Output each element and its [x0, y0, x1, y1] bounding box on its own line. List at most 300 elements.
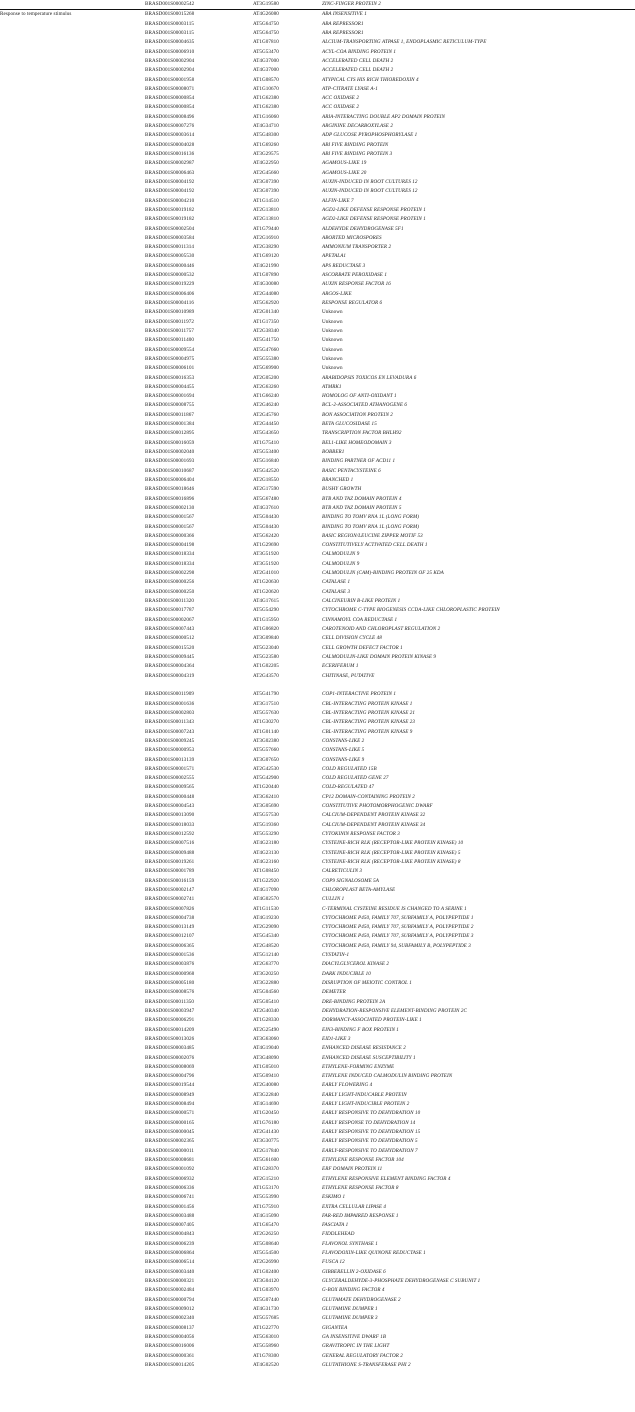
cell-brassica-gene-id: BRASD001S00008137 [145, 1324, 195, 1331]
table-row [0, 895, 635, 904]
cell-gene-description: ACCELERATED CELL DEATH 2 [322, 57, 394, 64]
table-row [0, 1026, 635, 1035]
cell-category [0, 1342, 145, 1351]
cell-category [0, 932, 145, 941]
cell-brassica-gene-id: BRASD001S00018646 [145, 486, 195, 493]
table-row [0, 905, 635, 914]
cell-arabidopsis-gene-id: AT2G63770 [253, 961, 279, 968]
cell-arabidopsis-gene-id: AT3G19580 [253, 0, 322, 10]
cell-arabidopsis-gene-id: AT4G17090 [253, 886, 279, 893]
cell-category [0, 178, 145, 187]
table-row [0, 448, 635, 457]
cell-gene-description: AGAMOUS-LIKE 19 [322, 160, 367, 167]
table-row [0, 1044, 635, 1053]
cell-gene-description: CONSTITUTIVELY ACTIVATED CELL DEATH 1 [322, 542, 428, 549]
cell-gene-description: AGD2-LIKE DEFENSE RESPONSE PROTEIN 1 [322, 206, 426, 213]
table-row [0, 1091, 635, 1100]
cell-gene-description: ENHANCED DISEASE SUSCEPTIBILITY 1 [322, 1054, 416, 1061]
cell-gene-description: Unknown [322, 355, 343, 362]
cell-category [0, 709, 145, 718]
table-row [0, 1221, 635, 1230]
cell-gene-description: DISRUPTION OF MEIOTIC CONTROL 1 [322, 980, 412, 986]
table-row [0, 588, 635, 597]
cell-arabidopsis-gene-id: AT3G30775 [253, 1138, 279, 1145]
table-row [0, 1249, 635, 1258]
cell-brassica-gene-id: BRASD001S00002040 [145, 449, 195, 455]
table-row [0, 728, 635, 737]
table-row [0, 262, 635, 271]
cell-category [0, 1156, 145, 1165]
table-row [0, 634, 635, 643]
table-row [0, 811, 635, 820]
cell-gene-description: CALCIUM-DEPENDENT PROTEIN KINASE 34 [322, 821, 426, 828]
cell-gene-description: CP12 DOMAIN-CONTAINING PROTEIN 2 [322, 793, 415, 800]
table-row [0, 858, 635, 867]
cell-brassica-gene-id: BRASD001S00016159 [145, 877, 195, 884]
cell-category [0, 1249, 145, 1258]
cell-brassica-gene-id: BRASD001S00010989 [145, 309, 195, 316]
cell-category [0, 951, 145, 960]
cell-arabidopsis-gene-id: AT3G07390 [253, 178, 279, 185]
cell-arabidopsis-gene-id: AT2G05200 [253, 374, 279, 381]
cell-brassica-gene-id: BRASD001S00004455 [145, 383, 195, 390]
cell-gene-description: CBL-INTERACTING PROTEIN KINASE 9 [322, 728, 413, 735]
cell-brassica-gene-id: BRASD001S00004843 [145, 1231, 195, 1238]
cell-gene-description: CBL-INTERACTING PROTEIN KINASE 21 [322, 709, 416, 716]
cell-gene-description: CYSTATIN-1 [322, 952, 350, 959]
table-row [0, 756, 635, 765]
cell-gene-description: ALFIN-LIKE 7 [322, 197, 354, 204]
cell-arabidopsis-gene-id: AT2G13810 [253, 206, 279, 213]
cell-arabidopsis-gene-id: AT1G05010 [253, 1063, 279, 1070]
table-row [0, 85, 635, 94]
cell-category [0, 364, 145, 373]
table-row [0, 625, 635, 634]
cell-gene-description: CALCINEURIN B-LIKE PROTEIN 1 [322, 598, 401, 604]
table-row [0, 988, 635, 997]
table-row [0, 1007, 635, 1016]
cell-gene-description: RESPONSE REGULATOR 6 [322, 300, 383, 306]
table-row [0, 401, 635, 410]
cell-arabidopsis-gene-id: AT5G53470 [253, 48, 279, 55]
cell-arabidopsis-gene-id: AT3G09840 [253, 635, 279, 642]
table-row [0, 979, 635, 988]
cell-brassica-gene-id: BRASD001S00004116 [145, 300, 195, 306]
cell-gene-description: Unknown [322, 346, 343, 353]
table-row [0, 103, 635, 112]
table-row [0, 774, 635, 783]
cell-arabidopsis-gene-id: AT3G04120 [253, 1278, 279, 1284]
cell-gene-description: EARLY RESPONSIVE TO DEHYDRATION 10 [322, 1110, 421, 1117]
table-row [0, 457, 635, 466]
cell-brassica-gene-id: BRASD001S00011757 [145, 327, 195, 334]
cell-gene-description: ETHYLENE RESPONSIVE ELEMENT BINDING FACTOR 4 [322, 1175, 451, 1182]
cell-brassica-gene-id: BRASD001S00006463 [145, 169, 195, 176]
cell-brassica-gene-id: BRASD001S00003614 [145, 132, 195, 139]
cell-brassica-gene-id: BRASD001S00012895 [145, 430, 195, 437]
cell-gene-description: DEMETER [322, 989, 346, 996]
cell-arabidopsis-gene-id: AT5G53990 [253, 1194, 279, 1201]
cell-category [0, 802, 145, 811]
cell-brassica-gene-id: BRASD001S00019229 [145, 281, 195, 288]
cell-brassica-gene-id: BRASD001S00002504 [145, 225, 195, 232]
cell-gene-description: AUXIN RESPONSE FACTOR 16 [322, 281, 391, 288]
cell-brassica-gene-id: BRASD001S00001636 [145, 700, 195, 707]
cell-category [0, 420, 145, 429]
table-row [0, 1230, 635, 1239]
cell-arabidopsis-gene-id: AT5G55380 [253, 355, 279, 362]
cell-category [0, 960, 145, 969]
cell-brassica-gene-id: BRASD001S00004543 [145, 803, 195, 810]
cell-brassica-gene-id: BRASD001S00019544 [145, 1082, 195, 1089]
cell-category [0, 159, 145, 168]
cell-category [0, 728, 145, 737]
cell-gene-description: C-TERMINAL CYSTEINE RESIDUE IS CHANGED TO A SERINE 1 [322, 905, 467, 912]
cell-gene-description: ASCORBATE PEROXIDASE 1 [322, 272, 387, 279]
cell-category [0, 1230, 145, 1239]
cell-arabidopsis-gene-id: AT1G17350 [253, 318, 279, 325]
cell-brassica-gene-id: BRASD001S00009445 [145, 653, 195, 660]
cell-brassica-gene-id: BRASD001S00002484 [145, 1287, 195, 1294]
table-row [0, 839, 635, 848]
cell-category [0, 1016, 145, 1025]
cell-arabidopsis-gene-id: AT3G48090 [253, 1054, 279, 1061]
cell-arabidopsis-gene-id: AT2G25490 [253, 1026, 279, 1033]
cell-gene-description: ABA REPRESSOR1 [322, 20, 364, 27]
cell-category [0, 1072, 145, 1081]
cell-gene-description: CONSTANS-LIKE 9 [322, 756, 365, 763]
table-row [0, 653, 635, 662]
cell-gene-description: Unknown [322, 327, 343, 334]
cell-arabidopsis-gene-id: AT5G41750 [253, 337, 279, 344]
table-row [0, 932, 635, 941]
cell-arabidopsis-gene-id: AT5G58960 [253, 1343, 279, 1350]
cell-brassica-gene-id: BRASD001S00001789 [145, 868, 195, 875]
table-row [0, 327, 635, 336]
cell-arabidopsis-gene-id: AT2G18550 [253, 476, 279, 483]
cell-category [0, 0, 145, 10]
cell-category [0, 653, 145, 662]
cell-arabidopsis-gene-id: AT4G23180 [253, 840, 279, 847]
table-row [0, 318, 635, 327]
cell-category [0, 411, 145, 420]
cell-arabidopsis-gene-id: AT5G57530 [253, 812, 279, 819]
cell-brassica-gene-id: BRASD001S00006741 [145, 1194, 195, 1201]
table-row [0, 280, 635, 289]
table-row [0, 1109, 635, 1118]
table-row [0, 1212, 635, 1221]
cell-brassica-gene-id: BRASD001S00003115 [145, 20, 195, 27]
cell-brassica-gene-id: BRASD001S00002803 [145, 709, 195, 716]
cell-brassica-gene-id: BRASD001S00008071 [145, 85, 195, 92]
cell-brassica-gene-id: BRASD001S00002741 [145, 896, 195, 903]
cell-brassica-gene-id: BRASD001S00001456 [145, 1203, 195, 1210]
cell-arabidopsis-gene-id: AT4G37000 [253, 57, 279, 64]
cell-category [0, 327, 145, 336]
cell-arabidopsis-gene-id: AT2G41430 [253, 1129, 279, 1135]
cell-category [0, 532, 145, 541]
cell-category [0, 616, 145, 625]
cell-arabidopsis-gene-id: AT4G19230 [253, 914, 279, 921]
cell-category [0, 234, 145, 243]
cell-category [0, 662, 145, 671]
table-row [0, 225, 635, 234]
cell-category [0, 970, 145, 979]
cell-arabidopsis-gene-id: AT5G04430 [253, 523, 279, 530]
cell-brassica-gene-id: BRASD001S00013139 [145, 756, 195, 763]
table-row [0, 1137, 635, 1146]
cell-brassica-gene-id: BRASD001S00003876 [145, 961, 195, 968]
cell-category [0, 634, 145, 643]
cell-brassica-gene-id: BRASD001S00003584 [145, 234, 195, 241]
cell-category [0, 737, 145, 746]
cell-brassica-gene-id: BRASD001S00000448 [145, 793, 195, 800]
cell-gene-description: CYTOKININ RESPONSE FACTOR 3 [322, 831, 400, 837]
cell-category [0, 76, 145, 85]
cell-arabidopsis-gene-id: AT1G08450 [253, 868, 279, 875]
table-row [0, 159, 635, 168]
cell-gene-description: ENHANCED DISEASE RESISTANCE 2 [322, 1045, 406, 1052]
cell-category [0, 448, 145, 457]
cell-brassica-gene-id: BRASD001S00009488 [145, 849, 195, 856]
cell-gene-description: CELL GROWTH DEFECT FACTOR 1 [322, 644, 403, 651]
cell-arabidopsis-gene-id: AT1G66240 [253, 393, 279, 400]
cell-gene-description: EID1-LIKE 3 [322, 1035, 351, 1042]
table-row [0, 1119, 635, 1128]
table-row [0, 206, 635, 215]
cell-category [0, 942, 145, 951]
cell-gene-description: CONSTITUTIVE PHOTOMORPHOGENIC DWARF [322, 803, 433, 810]
cell-gene-description: ETHYLENE RESPONSE FACTOR 104 [322, 1156, 404, 1163]
cell-brassica-gene-id: BRASD001S00005530 [145, 253, 195, 260]
table-row [0, 66, 635, 75]
cell-brassica-gene-id: BRASD001S00004056 [145, 1333, 195, 1340]
cell-category [0, 1268, 145, 1277]
cell-brassica-gene-id: BRASD001S00013090 [145, 812, 195, 819]
cell-gene-description: ARGININE DECARBOXYLASE 2 [322, 123, 393, 130]
cell-arabidopsis-gene-id: AT2G63260 [253, 383, 279, 390]
cell-category [0, 830, 145, 839]
table-row [0, 290, 635, 299]
table-row [0, 746, 635, 755]
cell-arabidopsis-gene-id: AT5G45340 [253, 933, 279, 940]
cell-category [0, 746, 145, 755]
table-row [0, 1333, 635, 1342]
cell-category [0, 1175, 145, 1184]
cell-brassica-gene-id: BRASD001S00011972 [145, 318, 195, 325]
table-row [0, 1147, 635, 1156]
cell-brassica-gene-id: BRASD001S00000794 [145, 1296, 195, 1303]
cell-brassica-gene-id: BRASD001S00002130 [145, 504, 195, 511]
cell-category [0, 169, 145, 178]
cell-brassica-gene-id: BRASD001S00004738 [145, 914, 195, 921]
table-row [0, 1175, 635, 1184]
cell-arabidopsis-gene-id: AT1G16060 [253, 113, 279, 120]
cell-arabidopsis-gene-id: AT1G22770 [253, 1324, 279, 1331]
table-row [0, 20, 635, 29]
cell-gene-description: BINDING PARTNER OF ACD11 1 [322, 458, 396, 465]
cell-category [0, 839, 145, 848]
cell-category [0, 1314, 145, 1323]
table-row [0, 616, 635, 625]
table-row [0, 299, 635, 308]
cell-arabidopsis-gene-id: AT1G53170 [253, 1184, 279, 1191]
cell-brassica-gene-id: BRASD001S00006406 [145, 290, 195, 297]
cell-gene-description: GENERAL REGULATORY FACTOR 2 [322, 1352, 403, 1359]
cell-arabidopsis-gene-id: AT5G62920 [253, 300, 279, 306]
cell-arabidopsis-gene-id: AT5G61600 [253, 1156, 279, 1163]
cell-brassica-gene-id: BRASD001S00002340 [145, 1315, 195, 1322]
cell-arabidopsis-gene-id: AT1G30270 [253, 719, 279, 726]
cell-gene-description: ABORTED MICROSPORES [322, 234, 382, 241]
cell-arabidopsis-gene-id: AT1G62380 [253, 95, 279, 102]
table-row [0, 504, 635, 513]
cell-brassica-gene-id: BRASD001S00008949 [145, 1091, 195, 1098]
table-row [0, 1258, 635, 1267]
cell-arabidopsis-gene-id: AT4G26080 [253, 11, 279, 18]
table-row [0, 1324, 635, 1333]
cell-category [0, 271, 145, 280]
cell-gene-description: ESKIMO 1 [322, 1194, 346, 1201]
cell-arabidopsis-gene-id: AT4G22950 [253, 160, 279, 167]
table-row [0, 1240, 635, 1249]
cell-category [0, 280, 145, 289]
cell-gene-description: AGAMOUS-LIKE 20 [322, 169, 367, 176]
cell-gene-description: AMMONIUM TRANSPORTER 2 [322, 244, 392, 251]
table-row [0, 914, 635, 923]
cell-gene-description: GLUTAMINE DUMPER 1 [322, 1305, 378, 1312]
cell-brassica-gene-id: BRASD001S00006239 [145, 1240, 195, 1247]
cell-arabidopsis-gene-id: AT5G67480 [253, 495, 279, 502]
table-row [0, 197, 635, 206]
cell-gene-description: GLUTAMATE DEHYDROGENASE 2 [322, 1296, 401, 1303]
cell-arabidopsis-gene-id: AT1G14510 [253, 197, 279, 204]
cell-arabidopsis-gene-id: AT2G26990 [253, 1259, 279, 1266]
cell-category [0, 1100, 145, 1109]
cell-arabidopsis-gene-id: AT2G15210 [253, 1175, 279, 1182]
cell-brassica-gene-id: BRASD001S00006101 [145, 365, 195, 372]
cell-category [0, 346, 145, 355]
cell-arabidopsis-gene-id: AT5G57660 [253, 747, 279, 754]
cell-brassica-gene-id: BRASD001S00001567 [145, 514, 195, 521]
cell-brassica-gene-id: BRASD001S00004319 [145, 672, 195, 679]
cell-brassica-gene-id: BRASD001S00001958 [145, 76, 195, 83]
cell-category [0, 1054, 145, 1063]
cell-category [0, 811, 145, 820]
cell-category [0, 895, 145, 904]
cell-brassica-gene-id: BRASD001S00001384 [145, 421, 195, 428]
cell-gene-description: CATALASE 1 [322, 579, 351, 586]
cell-gene-description: CHLOROPLAST BETA-AMYLASE [322, 886, 396, 893]
cell-gene-description: CYTOCHROME P450, FAMILY 707, SUBFAMILY A, POLYPEPTIDE 3 [322, 933, 474, 940]
cell-category [0, 578, 145, 587]
cell-category [0, 439, 145, 448]
table-row [0, 1361, 635, 1370]
cell-gene-description: ACYL-COA BINDING PROTEIN 1 [322, 48, 397, 55]
cell-category [0, 225, 145, 234]
table-row [0, 57, 635, 66]
cell-category [0, 336, 145, 345]
cell-arabidopsis-gene-id: AT4G37000 [253, 67, 279, 74]
cell-arabidopsis-gene-id: AT1G02205 [253, 663, 279, 670]
cell-category [0, 523, 145, 532]
table-row [0, 1072, 635, 1081]
cell-brassica-gene-id: BRASD001S00000361 [145, 1352, 195, 1359]
cell-arabidopsis-gene-id: AT3G51920 [253, 560, 279, 567]
cell-gene-description: EIN3-BINDING F BOX PROTEIN 1 [322, 1026, 399, 1033]
table-row [0, 420, 635, 429]
cell-brassica-gene-id: BRASD001S00006336 [145, 1184, 195, 1191]
cell-arabidopsis-gene-id: AT1G08570 [253, 76, 279, 83]
cell-arabidopsis-gene-id: AT2G29090 [253, 924, 279, 931]
cell-category [0, 625, 145, 634]
cell-gene-description: EARLY FLOWERING 4 [322, 1082, 373, 1089]
cell-brassica-gene-id: BRASD001S00002147 [145, 886, 195, 893]
table-row [0, 178, 635, 187]
cell-gene-description: ABA REPRESSOR1 [322, 29, 364, 36]
table-row [0, 849, 635, 858]
cell-arabidopsis-gene-id: AT5G53290 [253, 831, 279, 837]
cell-arabidopsis-gene-id: AT4G31730 [253, 1305, 279, 1312]
cell-category [0, 756, 145, 765]
cell-brassica-gene-id: BRASD001S00002365 [145, 1138, 195, 1145]
cell-gene-description: ACC OXIDASE 2 [322, 104, 359, 111]
cell-gene-description: BTB AND TAZ DOMAIN PROTEIN 4 [322, 495, 402, 502]
cell-gene-description: BETA GLUCOSIDASE 15 [322, 421, 377, 428]
cell-arabidopsis-gene-id: AT1G29690 [253, 542, 279, 549]
cell-brassica-gene-id: BRASD001S00007243 [145, 728, 195, 735]
cell-gene-description: GIGANTEA [322, 1324, 348, 1331]
cell-arabidopsis-gene-id: AT5G42900 [253, 775, 279, 782]
cell-arabidopsis-gene-id: AT2G40080 [253, 1082, 279, 1089]
cell-arabidopsis-gene-id: AT5G47660 [253, 346, 279, 353]
table-row-spacer [0, 681, 635, 691]
cell-brassica-gene-id: BRASD001S00000165 [145, 1119, 195, 1126]
cell-gene-description: Unknown [322, 337, 343, 344]
cell-gene-description: ALCIUM-TRANSPORTING ATPASE 1, ENDOPLASMIC RETICULUM-TYPE [322, 39, 487, 46]
cell-brassica-gene-id: BRASD001S00000512 [145, 635, 195, 642]
cell-brassica-gene-id: BRASD001S00002904 [145, 57, 195, 64]
cell-category [0, 187, 145, 196]
cell-arabidopsis-gene-id: AT3G20250 [253, 970, 279, 977]
cell-brassica-gene-id: BRASD001S00004975 [145, 355, 195, 362]
cell-category [0, 700, 145, 709]
cell-brassica-gene-id: BRASD001S00006864 [145, 1250, 195, 1257]
cell-brassica-gene-id: BRASD001S00002987 [145, 160, 195, 167]
cell-gene-description: GLYCERALDEHYDE-3-PHOSPHATE DEHYDROGENASE C SUBUNIT 1 [322, 1278, 481, 1284]
cell-arabidopsis-gene-id: AT1G20620 [253, 588, 279, 595]
cell-gene-description: Unknown [322, 318, 343, 325]
cell-arabidopsis-gene-id: AT1G07890 [253, 272, 279, 279]
cell-category [0, 1277, 145, 1286]
cell-brassica-gene-id: BRASD001S00000854 [145, 104, 195, 111]
cell-category [0, 1137, 145, 1146]
cell-gene-description: COP1-INTERACTIVE PROTEIN 1 [322, 691, 396, 698]
table-row [0, 560, 635, 569]
cell-brassica-gene-id: BRASD001S00004198 [145, 542, 195, 549]
cell-brassica-gene-id: BRASD001S00008576 [145, 989, 195, 996]
cell-brassica-gene-id: BRASD001S00006910 [145, 48, 195, 55]
cell-arabidopsis-gene-id: AT1G78300 [253, 1352, 279, 1359]
table-row [0, 187, 635, 196]
cell-brassica-gene-id: BRASD001S00016059 [145, 439, 195, 446]
table-row [0, 550, 635, 559]
table-row [0, 392, 635, 401]
cell-category [0, 597, 145, 606]
cell-arabidopsis-gene-id: AT1G76180 [253, 1119, 279, 1126]
cell-arabidopsis-gene-id: AT3G07650 [253, 756, 279, 763]
table-row [0, 960, 635, 969]
